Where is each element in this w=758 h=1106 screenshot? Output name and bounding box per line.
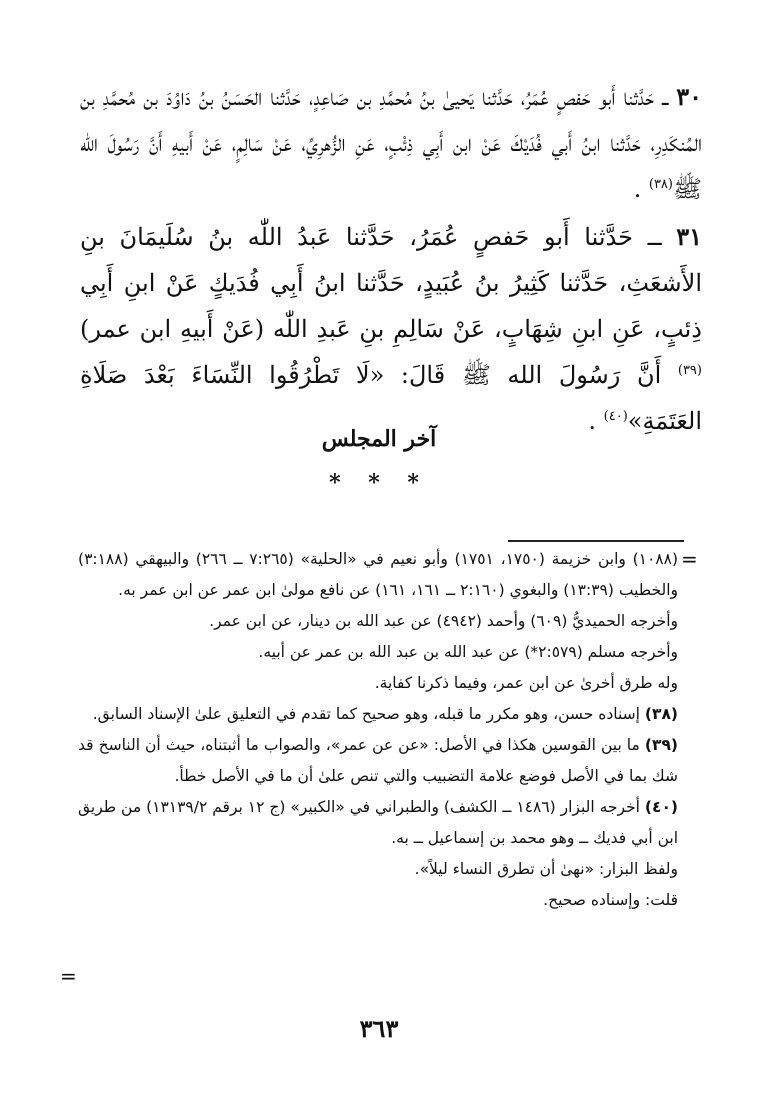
footnote-ref: (٤٠) [603,409,628,424]
footnotes [78,544,678,916]
footnote-continued-line: وأخرجه الحميديُّ (٦٠٩) وأحمد (٤٩٤٢) عن عبد الله بن دينار، عن ابن عمر. [209,612,678,630]
footnote-text: إسناده حسن، وهو مكرر ما قبله، وهو صحيح كما تقدم في التعليق علىٰ الإسناد السابق. [92,705,640,723]
footnote-number: (٤٠) [644,798,678,816]
footnote-separator [508,540,684,542]
hadith-text-continued: أَنَّ رَسُولَ الله ﷺ قَالَ: «لَا تَطْرُقُوا النِّسَاءَ بَعْدَ صَلَاةِ العَتَمَةِ» [80,361,702,435]
hadith-text: حَدَّثنا أَبو حَفصٍ عُمَرُ، حَدَّثنا يَحيىٰ بنُ مُحمَّدِ بن صَاعِدٍ، حَدَّثنا الحَسَنُ بنُ دَاوُدَ بن مُحمَّدِ بن المُنكَدِرِ، حَدَّثنا ابنُ أَبي فُدَيْكَ عَنْ ابن أَبِي ذِئْبٍ، عَنِ الزُّهرِيِّ، عَنْ سَالِمٍ، عَنْ أَبيهِ أَنَّ رَسُولَ الله ﷺ [80,83,702,203]
hadith-31 [80,214,702,444]
hadith-end: . [633,175,642,203]
hadith-end: . [588,407,596,435]
footnote-text: أخرجه البزار (١٤٨٦ ــ الكشف) والطبراني في «الكبير» (ج ١٢ برقم ١٣١٣٩/٢) من طريق ابن أبي فديك ــ وهو محمد بن إسماعيل ــ به. [77,798,678,847]
footnote-ref: (٣٨) [648,177,673,192]
continuation-mark-bottom: = [60,964,77,988]
footnote-extra-line: ولفظ البزار: «نهىٰ أن تطرق النساء ليلاً». [414,860,678,878]
footnote-continued-line: (١٠٨٨) وابن خزيمة (١٧٥٠، ١٧٥١) وأبو نعيم في «الحلية» (٧:٢٦٥ ــ ٢٦٦) والبيهقي (٣:١٨٨) والخطيب (١٣:٣٩) والبغوي (٢:١٦٠ ــ ١٦١، ١٦١) عن نافع مولىٰ ابن عمر عن ابن عمر به. [78,550,679,599]
session-end-heading: آخر المجلس [321,426,437,452]
hadith-dash: ــ [632,223,677,251]
section-divider-stars: * * * [329,470,429,496]
footnote-39 [78,730,678,792]
footnote-extra-line: قلت: وإسناده صحيح. [543,891,678,909]
hadith-number: ٣١ [676,222,703,251]
footnote-number: (٣٩) [644,736,678,754]
hadith-text: حَدَّثنا أَبو حَفصٍ عُمَرُ، حَدَّثنا عَبدُ اللّٰه بنُ سُلَيمَانَ بنِ الأَشعَثِ، حَدَّثنا كَثِيرُ بنُ عُبَيدٍ، حَدَّثنا ابنُ أَبِي فُدَيكٍ عَنْ ابنِ أَبِي ذِئبٍ، عَنِ ابنِ شِهَابٍ، عَنْ سَالِمِ بنِ عَبدِ اللّٰه (عَنْ أَبيهِ ابن عمر) [80,223,702,343]
footnote-number: (٣٨) [644,705,678,723]
footnote-40 [78,792,678,854]
footnote-text: ما بين القوسين هكذا في الأصل: «عن عن عمر»، والصواب ما أثبتناه، حيث أن الناسخ قد شك بما في الأصل فوضع علامة التضبيب والتي تنص علىٰ أن ما في الأصل خطأ. [78,736,678,785]
footnote-continued-line: وله طرق أخرىٰ عن ابن عمر، وفيما ذكرنا كفاية. [374,674,678,692]
footnote-38 [78,699,678,730]
page-number: ٣٦٣ [359,1014,399,1043]
hadith-dash: ــ [654,83,677,111]
footnote-ref: (٣٩) [677,363,702,378]
hadith-number: ٣٠ [676,82,702,111]
hadith-30 [80,74,702,212]
continuation-mark-top: = [681,547,698,571]
footnote-continued-line: وأخرجه مسلم (٢:٥٧٩*) عن عبد الله بن عبد الله بن عمر عن أبيه. [258,643,678,661]
